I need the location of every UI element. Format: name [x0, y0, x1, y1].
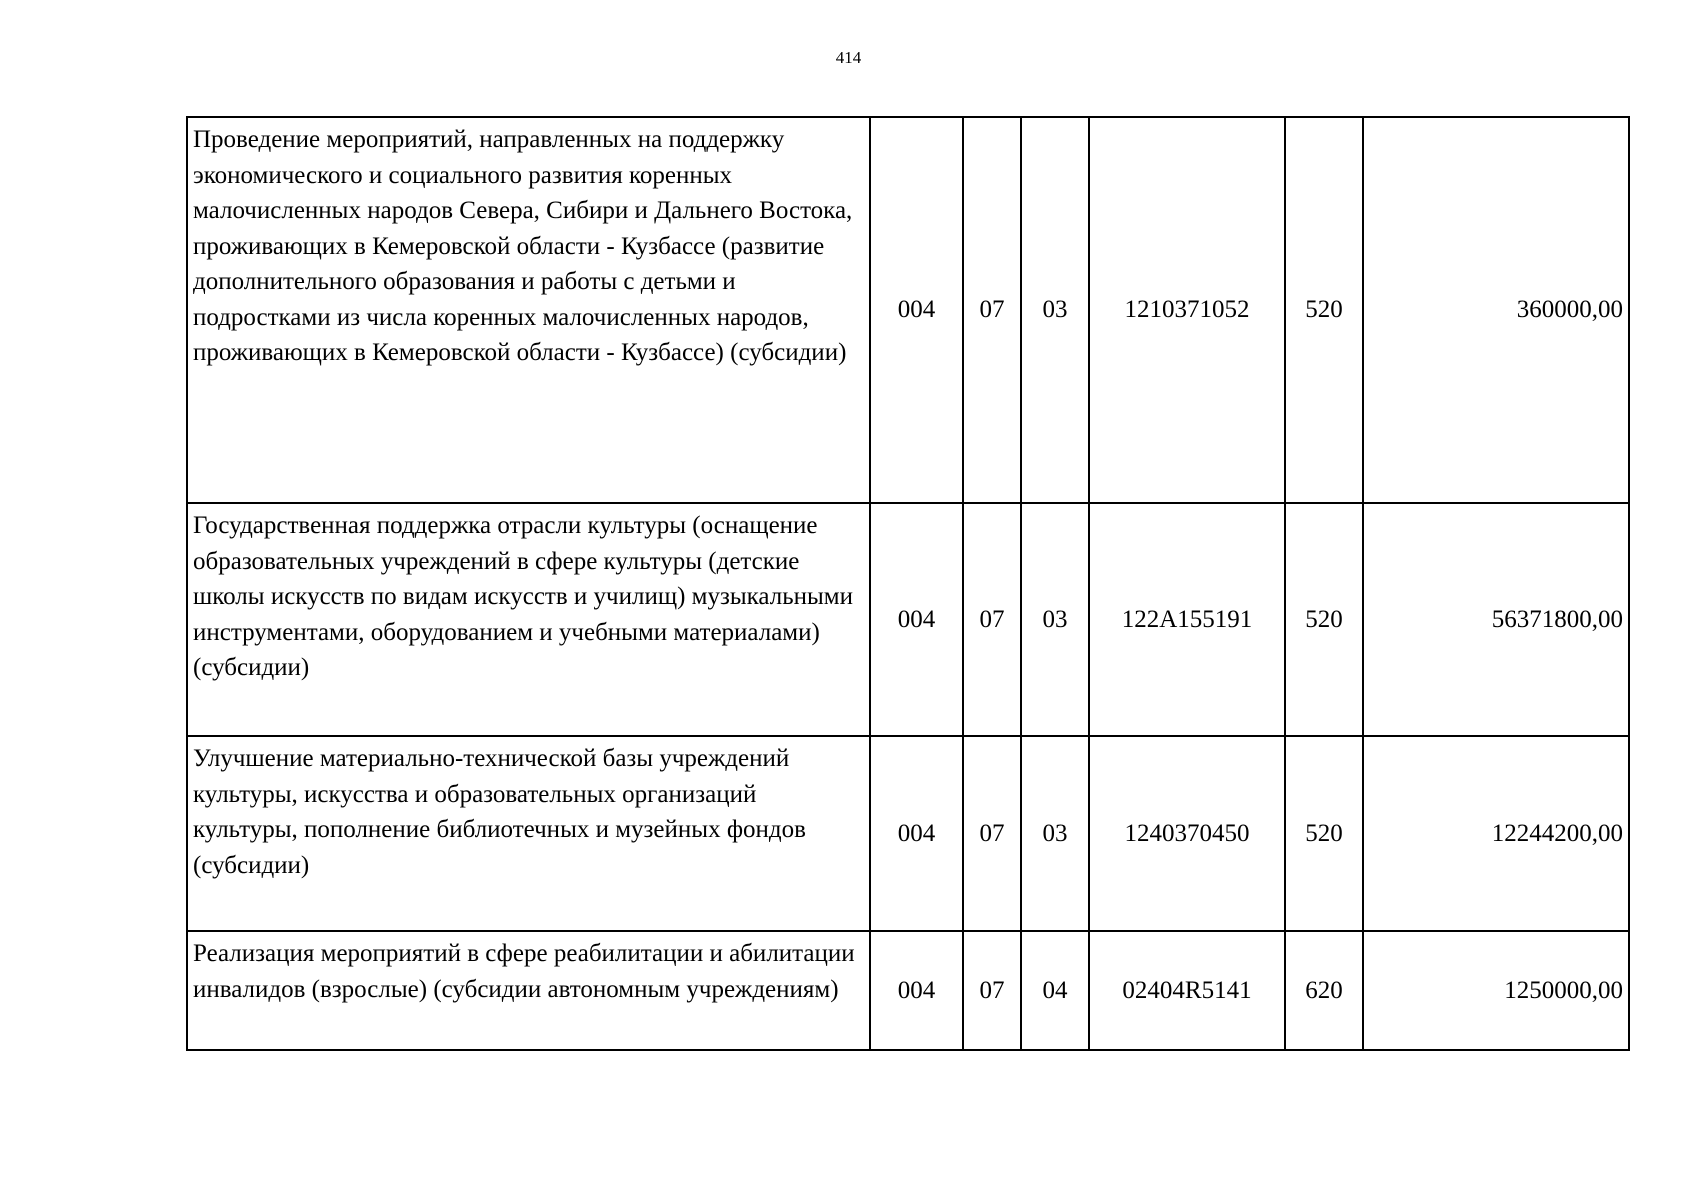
row-description: Реализация мероприятий в сфере реабилитации и абилитации инвалидов (взрослые) (субсидии автономным учреждениям): [187, 931, 870, 1050]
ministry-code: 004: [870, 117, 963, 503]
section-code: 07: [963, 931, 1021, 1050]
row-description: Проведение мероприятий, направленных на поддержку экономического и социального развития коренных малочисленных народов Севера, Сибири и Дальнего Востока, проживающих в Кемеровской области - Кузбассе (развитие дополнительного образования и работы с детьми и подростками из числа коренных малочисленных народов, проживающих в Кемеровской области - Кузбассе) (субсидии): [187, 117, 870, 503]
expense-type-code: 520: [1285, 503, 1363, 736]
target-article-code: 122A155191: [1089, 503, 1285, 736]
ministry-code: 004: [870, 503, 963, 736]
subsection-code: 03: [1021, 736, 1089, 931]
page-number: 414: [835, 48, 862, 67]
budget-table: [186, 116, 1630, 1051]
subsection-code: 04: [1021, 931, 1089, 1050]
expense-type-code: 520: [1285, 117, 1363, 503]
target-article-code: 1210371052: [1089, 117, 1285, 503]
section-code: 07: [963, 117, 1021, 503]
expense-type-code: 620: [1285, 931, 1363, 1050]
row-description: Государственная поддержка отрасли культуры (оснащение образовательных учреждений в сфере культуры (детские школы искусств по видам искусств и училищ) музыкальными инструментами, оборудованием и учебными материалами) (субсидии): [187, 503, 870, 736]
row-description: Улучшение материально-технической базы учреждений культуры, искусства и образовательных организаций культуры, пополнение библиотечных и музейных фондов (субсидии): [187, 736, 870, 931]
ministry-code: 004: [870, 931, 963, 1050]
table-row: [187, 503, 1629, 736]
amount: 56371800,00: [1363, 503, 1629, 736]
amount: 360000,00: [1363, 117, 1629, 503]
subsection-code: 03: [1021, 117, 1089, 503]
section-code: 07: [963, 736, 1021, 931]
table-row: [187, 736, 1629, 931]
expense-type-code: 520: [1285, 736, 1363, 931]
table-row: [187, 931, 1629, 1050]
amount: 12244200,00: [1363, 736, 1629, 931]
table-row: [187, 117, 1629, 503]
subsection-code: 03: [1021, 503, 1089, 736]
target-article-code: 02404R5141: [1089, 931, 1285, 1050]
ministry-code: 004: [870, 736, 963, 931]
amount: 1250000,00: [1363, 931, 1629, 1050]
target-article-code: 1240370450: [1089, 736, 1285, 931]
section-code: 07: [963, 503, 1021, 736]
